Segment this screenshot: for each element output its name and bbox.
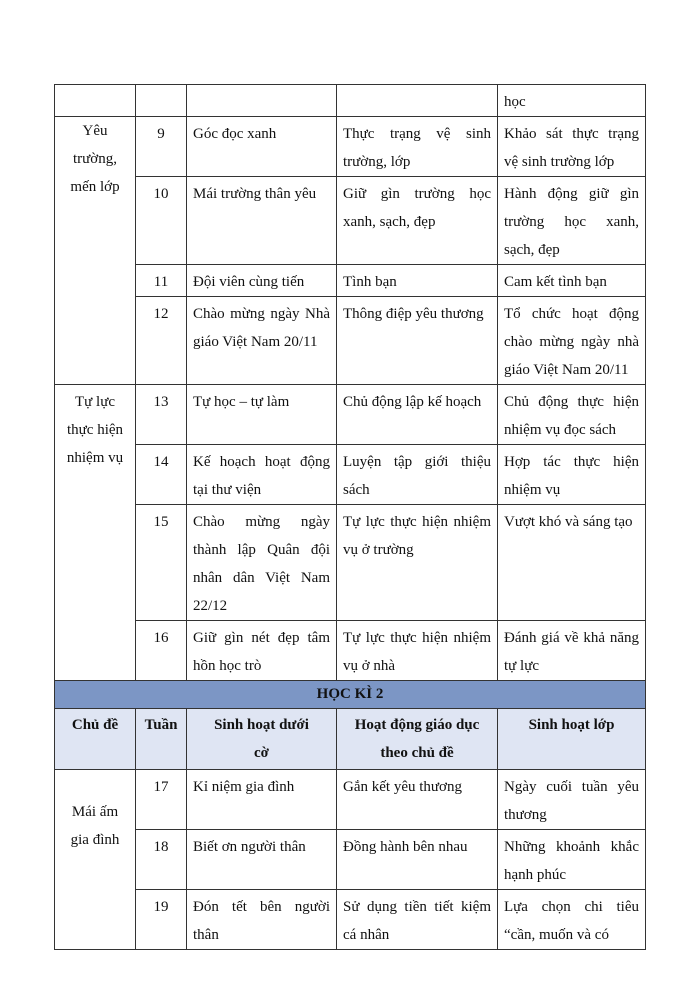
week-cell: 18 <box>136 830 187 890</box>
flag-activity-cell: Đội viên cùng tiến <box>187 265 337 297</box>
table-row <box>55 505 646 621</box>
flag-activity-cell: Biết ơn người thân <box>187 830 337 890</box>
column-header-flag: Sinh hoạt dưới cờ <box>187 709 337 770</box>
topic-cell: Tự lực thực hiện nhiệm vụ <box>55 385 136 681</box>
table-row <box>55 297 646 385</box>
theme-activity-cell: Thông điệp yêu thương <box>337 297 498 385</box>
table-row <box>55 85 646 117</box>
column-header-class: Sinh hoạt lớp <box>498 709 646 770</box>
topic-cell: Mái ấm gia đình <box>55 770 136 950</box>
class-activity-cell: Khảo sát thực trạng vệ sinh trường lớp <box>498 117 646 177</box>
class-activity-cell: Chủ động thực hiện nhiệm vụ đọc sách <box>498 385 646 445</box>
table-row <box>55 621 646 681</box>
theme-activity-cell: Gắn kết yêu thương <box>337 770 498 830</box>
class-activity-cell: Lựa chọn chi tiêu “cần, muốn và có <box>498 890 646 950</box>
table-row <box>55 117 646 177</box>
class-activity-cell: Ngày cuối tuần yêu thương <box>498 770 646 830</box>
flag-activity-cell: Mái trường thân yêu <box>187 177 337 265</box>
week-cell: 11 <box>136 265 187 297</box>
flag-activity-cell: Kỉ niệm gia đình <box>187 770 337 830</box>
table-row <box>55 830 646 890</box>
class-activity-cell: học <box>498 85 646 117</box>
class-activity-cell: Đánh giá về khả năng tự lực <box>498 621 646 681</box>
week-cell: 16 <box>136 621 187 681</box>
column-header-topic: Chủ đề <box>55 709 136 770</box>
column-header-theme: Hoạt động giáo dục theo chủ đề <box>337 709 498 770</box>
week-cell: 9 <box>136 117 187 177</box>
column-header-week: Tuần <box>136 709 187 770</box>
topic-cell: Yêu trường, mến lớp <box>55 117 136 385</box>
flag-activity-cell <box>187 85 337 117</box>
table-row <box>55 385 646 445</box>
week-cell: 14 <box>136 445 187 505</box>
week-cell: 13 <box>136 385 187 445</box>
week-cell: 19 <box>136 890 187 950</box>
week-cell: 10 <box>136 177 187 265</box>
theme-activity-cell: Chủ động lập kế hoạch <box>337 385 498 445</box>
theme-activity-cell: Tình bạn <box>337 265 498 297</box>
theme-activity-cell: Luyện tập giới thiệu sách <box>337 445 498 505</box>
class-activity-cell: Những khoảnh khắc hạnh phúc <box>498 830 646 890</box>
flag-activity-cell: Tự học – tự làm <box>187 385 337 445</box>
flag-activity-cell: Chào mừng ngày thành lập Quân đội nhân dân Việt Nam 22/12 <box>187 505 337 621</box>
theme-activity-cell: Giữ gìn trường học xanh, sạch, đẹp <box>337 177 498 265</box>
flag-activity-cell: Chào mừng ngày Nhà giáo Việt Nam 20/11 <box>187 297 337 385</box>
theme-activity-cell <box>337 85 498 117</box>
week-cell: 15 <box>136 505 187 621</box>
table-row <box>55 177 646 265</box>
theme-activity-cell: Tự lực thực hiện nhiệm vụ ở nhà <box>337 621 498 681</box>
semester-header-row <box>55 681 646 709</box>
week-cell: 17 <box>136 770 187 830</box>
week-cell <box>136 85 187 117</box>
semester-title: HỌC KÌ 2 <box>55 681 646 709</box>
table-row <box>55 265 646 297</box>
flag-activity-cell: Góc đọc xanh <box>187 117 337 177</box>
theme-activity-cell: Tự lực thực hiện nhiệm vụ ở trường <box>337 505 498 621</box>
column-header-row <box>55 709 646 770</box>
theme-activity-cell: Đồng hành bên nhau <box>337 830 498 890</box>
topic-cell <box>55 85 136 117</box>
flag-activity-cell: Giữ gìn nét đẹp tâm hồn học trò <box>187 621 337 681</box>
flag-activity-cell: Đón tết bên người thân <box>187 890 337 950</box>
class-activity-cell: Hợp tác thực hiện nhiệm vụ <box>498 445 646 505</box>
class-activity-cell: Tổ chức hoạt động chào mừng ngày nhà giáo Việt Nam 20/11 <box>498 297 646 385</box>
activity-plan-table <box>54 84 646 950</box>
class-activity-cell: Hành động giữ gìn trường học xanh, sạch, đẹp <box>498 177 646 265</box>
flag-activity-cell: Kế hoạch hoạt động tại thư viện <box>187 445 337 505</box>
week-cell: 12 <box>136 297 187 385</box>
class-activity-cell: Cam kết tình bạn <box>498 265 646 297</box>
table-row <box>55 890 646 950</box>
table-row <box>55 445 646 505</box>
table-row <box>55 770 646 830</box>
theme-activity-cell: Sử dụng tiền tiết kiệm cá nhân <box>337 890 498 950</box>
class-activity-cell: Vượt khó và sáng tạo <box>498 505 646 621</box>
theme-activity-cell: Thực trạng vệ sinh trường, lớp <box>337 117 498 177</box>
